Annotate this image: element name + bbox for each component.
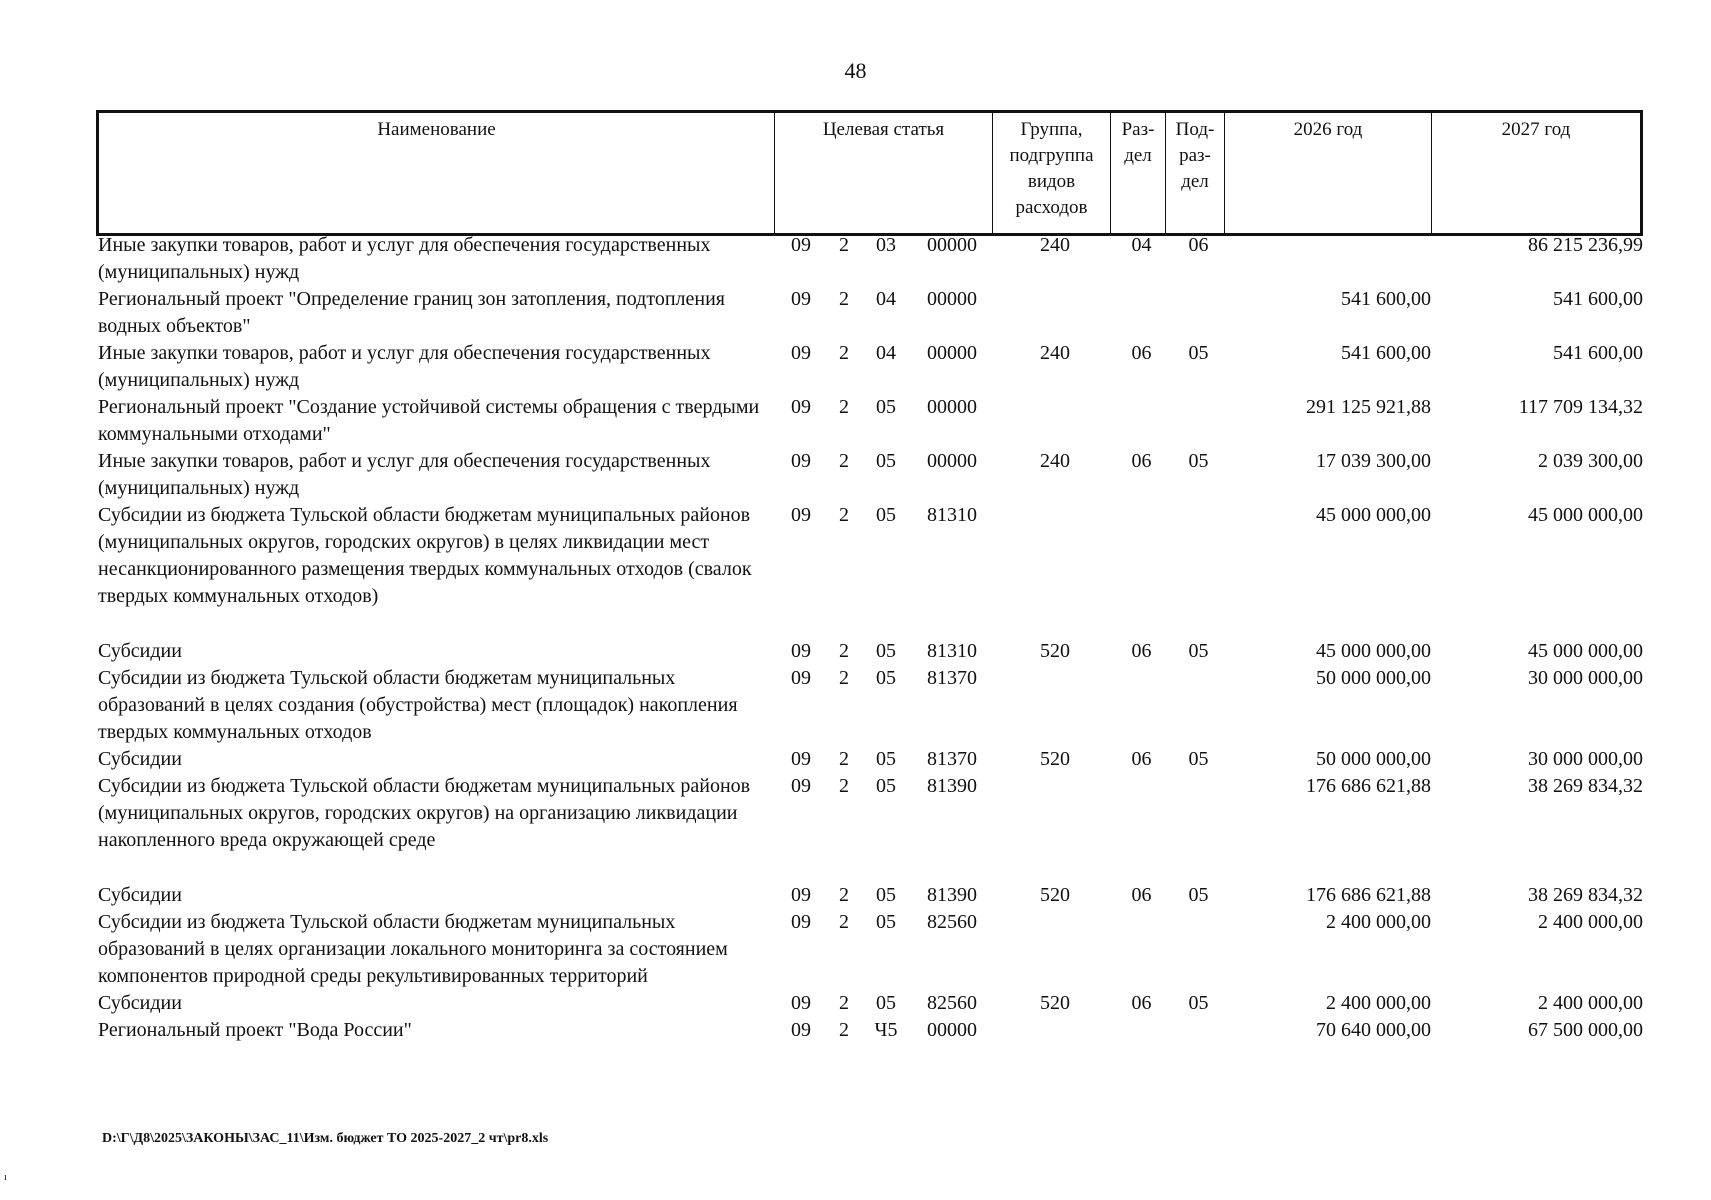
cell-2026: 541 600,00 xyxy=(1341,288,1431,310)
table-row xyxy=(96,638,1647,665)
cell-target-project: 05 xyxy=(876,911,896,933)
header-group-line: расходов xyxy=(1015,197,1088,218)
cell-target-direction: 81390 xyxy=(927,884,977,906)
cell-2027: 117 709 134,32 xyxy=(1518,396,1643,418)
table-row xyxy=(96,286,1647,340)
cell-target-subprogram: 2 xyxy=(839,748,849,770)
cell-group xyxy=(996,394,1114,448)
cell-section xyxy=(1114,286,1169,340)
cell-target-subprogram: 2 xyxy=(839,504,849,526)
header-2027: 2027 год xyxy=(1432,112,1642,235)
cell-group: 520 xyxy=(1040,884,1070,906)
cell-group: 520 xyxy=(1040,640,1070,662)
cell-target-direction: 81370 xyxy=(927,748,977,770)
cell-2026: 45 000 000,00 xyxy=(1316,504,1431,526)
table-row xyxy=(96,990,1647,1017)
cell-name: Субсидии из бюджета Тульской области бюджетам муниципальных районов (муниципальных округов, городских округов) в целях ликвидации мест несанкционированного размещения твердых коммунальных отходов (свалок твердых коммунальных отходов) xyxy=(98,504,752,607)
cell-section: 06 xyxy=(1131,992,1152,1014)
cell-target-program: 09 xyxy=(791,342,811,364)
cell-target-subprogram: 2 xyxy=(839,396,849,418)
cell-section: 06 xyxy=(1131,884,1152,906)
cell-name: Субсидии из бюджета Тульской области бюджетам муниципальных образований в целях организации локального мониторинга за состоянием компонентов природной среды рекультивированных территорий xyxy=(98,911,728,987)
cell-section xyxy=(1114,502,1169,638)
cell-group: 520 xyxy=(1040,992,1070,1014)
cell-name: Региональный проект "Вода России" xyxy=(98,1019,412,1041)
header-target: Целевая статья xyxy=(775,112,993,235)
cell-2027: 2 400 000,00 xyxy=(1538,992,1643,1014)
cell-target-program: 09 xyxy=(791,288,811,310)
table-row xyxy=(96,448,1647,502)
cell-group: 240 xyxy=(1040,234,1070,256)
cell-2026: 70 640 000,00 xyxy=(1316,1019,1431,1041)
cell-group: 240 xyxy=(1040,342,1070,364)
table-row xyxy=(96,882,1647,909)
cell-target-project: 05 xyxy=(876,640,896,662)
table-row xyxy=(96,746,1647,773)
table-row xyxy=(96,502,1647,638)
cell-target-program: 09 xyxy=(791,748,811,770)
cell-target-subprogram: 2 xyxy=(839,640,849,662)
header-section xyxy=(1111,112,1166,235)
cell-2027: 541 600,00 xyxy=(1553,288,1643,310)
cell-2027: 30 000 000,00 xyxy=(1528,667,1643,689)
cell-section: 06 xyxy=(1131,342,1152,364)
table-row xyxy=(96,232,1647,286)
table-row xyxy=(96,340,1647,394)
cell-target-subprogram: 2 xyxy=(839,911,849,933)
cell-target-program: 09 xyxy=(791,884,811,906)
header-2026: 2026 год xyxy=(1225,112,1432,235)
cell-subsection: 05 xyxy=(1188,342,1209,364)
cell-target-project: 05 xyxy=(876,396,896,418)
cell-name: Иные закупки товаров, работ и услуг для обеспечения государственных (муниципальных) нужд xyxy=(98,450,711,499)
cell-section xyxy=(1114,394,1169,448)
cell-target-direction: 81390 xyxy=(927,775,977,797)
header-subsection-line: дел xyxy=(1181,171,1209,192)
cell-name: Субсидии xyxy=(98,748,182,770)
cell-name: Субсидии xyxy=(98,992,182,1014)
cell-subsection xyxy=(1169,1017,1228,1044)
cell-target-subprogram: 2 xyxy=(839,450,849,472)
cell-2026: 50 000 000,00 xyxy=(1316,748,1431,770)
cell-target-direction: 00000 xyxy=(927,396,977,418)
cell-2027: 541 600,00 xyxy=(1553,342,1643,364)
cell-name: Региональный проект "Создание устойчивой системы обращения с твердыми коммунальными отходами" xyxy=(98,396,760,445)
cell-target-direction: 00000 xyxy=(927,288,977,310)
cell-target-project: Ч5 xyxy=(874,1019,898,1041)
cell-subsection: 05 xyxy=(1188,450,1209,472)
cell-2027: 45 000 000,00 xyxy=(1528,504,1643,526)
cell-section: 04 xyxy=(1131,234,1152,256)
cell-target-project: 04 xyxy=(876,342,896,364)
cell-2026: 2 400 000,00 xyxy=(1326,992,1431,1014)
cell-2027: 38 269 834,32 xyxy=(1528,884,1643,906)
table-header xyxy=(96,110,1643,236)
cell-target-program: 09 xyxy=(791,667,811,689)
cell-group xyxy=(996,286,1114,340)
cell-subsection: 05 xyxy=(1188,640,1209,662)
cell-target-program: 09 xyxy=(791,234,811,256)
cell-target-program: 09 xyxy=(791,396,811,418)
margin-mark: ı xyxy=(4,1172,7,1183)
cell-group xyxy=(996,502,1114,638)
cell-section xyxy=(1114,773,1169,882)
cell-target-subprogram: 2 xyxy=(839,342,849,364)
cell-subsection xyxy=(1169,502,1228,638)
cell-group xyxy=(996,773,1114,882)
cell-section: 06 xyxy=(1131,640,1152,662)
cell-subsection: 05 xyxy=(1188,884,1209,906)
cell-2026: 291 125 921,88 xyxy=(1306,396,1431,418)
cell-group xyxy=(996,909,1114,990)
cell-subsection xyxy=(1169,394,1228,448)
cell-target-subprogram: 2 xyxy=(839,1019,849,1041)
cell-name: Иные закупки товаров, работ и услуг для обеспечения государственных (муниципальных) нужд xyxy=(98,342,711,391)
cell-target-direction: 00000 xyxy=(927,1019,977,1041)
cell-2027: 30 000 000,00 xyxy=(1528,748,1643,770)
cell-target-subprogram: 2 xyxy=(839,884,849,906)
cell-target-subprogram: 2 xyxy=(839,775,849,797)
cell-target-project: 03 xyxy=(876,234,896,256)
cell-subsection: 05 xyxy=(1188,748,1209,770)
cell-subsection xyxy=(1169,773,1228,882)
cell-section xyxy=(1114,909,1169,990)
table-row xyxy=(96,909,1647,990)
cell-target-project: 04 xyxy=(876,288,896,310)
cell-name: Иные закупки товаров, работ и услуг для обеспечения государственных (муниципальных) нужд xyxy=(98,234,711,283)
cell-2027: 38 269 834,32 xyxy=(1528,775,1643,797)
cell-target-direction: 81370 xyxy=(927,667,977,689)
cell-section: 06 xyxy=(1131,748,1152,770)
header-subsection-line: Под- xyxy=(1175,119,1215,140)
cell-2027: 45 000 000,00 xyxy=(1528,640,1643,662)
header-group-line: видов xyxy=(1027,171,1076,192)
header-section-line: Раз- xyxy=(1121,119,1155,140)
cell-subsection xyxy=(1169,909,1228,990)
cell-group: 520 xyxy=(1040,748,1070,770)
cell-subsection xyxy=(1169,665,1228,746)
cell-subsection: 05 xyxy=(1188,992,1209,1014)
cell-name: Субсидии из бюджета Тульской области бюджетам муниципальных образований в целях создания (обустройства) мест (площадок) накопления твердых коммунальных отходов xyxy=(98,667,738,743)
budget-table xyxy=(96,232,1647,1044)
cell-2027: 86 215 236,99 xyxy=(1528,234,1643,256)
table-row xyxy=(96,665,1647,746)
cell-target-program: 09 xyxy=(791,992,811,1014)
table-row xyxy=(96,1017,1647,1044)
cell-name: Субсидии из бюджета Тульской области бюджетам муниципальных районов (муниципальных округов, городских округов) на организацию ликвидации накопленного вреда окружающей среде xyxy=(98,775,751,851)
cell-name: Субсидии xyxy=(98,640,182,662)
cell-2026: 176 686 621,88 xyxy=(1306,884,1431,906)
cell-group: 240 xyxy=(1040,450,1070,472)
cell-target-project: 05 xyxy=(876,450,896,472)
header-subsection xyxy=(1166,112,1225,235)
cell-group xyxy=(996,665,1114,746)
table-row xyxy=(96,773,1647,882)
cell-target-program: 09 xyxy=(791,775,811,797)
cell-2026: 50 000 000,00 xyxy=(1316,667,1431,689)
cell-2027: 2 039 300,00 xyxy=(1538,450,1643,472)
cell-name: Региональный проект "Определение границ зон затопления, подтопления водных объектов" xyxy=(98,288,726,337)
cell-target-program: 09 xyxy=(791,640,811,662)
header-group-line: подгруппа xyxy=(1009,145,1094,166)
cell-section xyxy=(1114,1017,1169,1044)
cell-group xyxy=(996,1017,1114,1044)
cell-section: 06 xyxy=(1131,450,1152,472)
cell-target-project: 05 xyxy=(876,748,896,770)
cell-target-direction: 82560 xyxy=(927,911,977,933)
cell-target-direction: 81310 xyxy=(927,504,977,526)
table-row xyxy=(96,394,1647,448)
cell-2026: 2 400 000,00 xyxy=(1326,911,1431,933)
cell-2026: 17 039 300,00 xyxy=(1316,450,1431,472)
cell-target-subprogram: 2 xyxy=(839,288,849,310)
cell-target-project: 05 xyxy=(876,992,896,1014)
cell-target-direction: 81310 xyxy=(927,640,977,662)
cell-subsection xyxy=(1169,286,1228,340)
cell-target-program: 09 xyxy=(791,1019,811,1041)
cell-target-subprogram: 2 xyxy=(839,992,849,1014)
cell-2027: 2 400 000,00 xyxy=(1538,911,1643,933)
cell-name: Субсидии xyxy=(98,884,182,906)
header-subsection-line: раз- xyxy=(1179,145,1211,166)
cell-target-project: 05 xyxy=(876,504,896,526)
page-number: 48 xyxy=(844,58,867,83)
cell-target-subprogram: 2 xyxy=(839,667,849,689)
file-path: D:\Г\Д8\2025\ЗАКОНЫ\ЗАС_11\Изм. бюджет ТО 2025-2027_2 чт\pr8.xls xyxy=(102,1131,549,1146)
header-name: Наименование xyxy=(98,112,775,235)
cell-target-direction: 00000 xyxy=(927,234,977,256)
cell-target-program: 09 xyxy=(791,504,811,526)
cell-target-subprogram: 2 xyxy=(839,234,849,256)
cell-2026: 541 600,00 xyxy=(1341,342,1431,364)
cell-target-direction: 82560 xyxy=(927,992,977,1014)
cell-2026: 176 686 621,88 xyxy=(1306,775,1431,797)
header-group xyxy=(993,112,1111,235)
cell-2027: 67 500 000,00 xyxy=(1528,1019,1643,1041)
cell-2026: 45 000 000,00 xyxy=(1316,640,1431,662)
cell-section xyxy=(1114,665,1169,746)
cell-2026 xyxy=(1228,232,1435,286)
cell-target-direction: 00000 xyxy=(927,342,977,364)
header-group-line: Группа, xyxy=(1020,119,1083,140)
cell-target-project: 05 xyxy=(876,884,896,906)
cell-subsection: 06 xyxy=(1188,234,1209,256)
cell-target-program: 09 xyxy=(791,450,811,472)
cell-target-project: 05 xyxy=(876,775,896,797)
header-section-line: дел xyxy=(1124,145,1152,166)
cell-target-project: 05 xyxy=(876,667,896,689)
cell-target-program: 09 xyxy=(791,911,811,933)
cell-target-direction: 00000 xyxy=(927,450,977,472)
